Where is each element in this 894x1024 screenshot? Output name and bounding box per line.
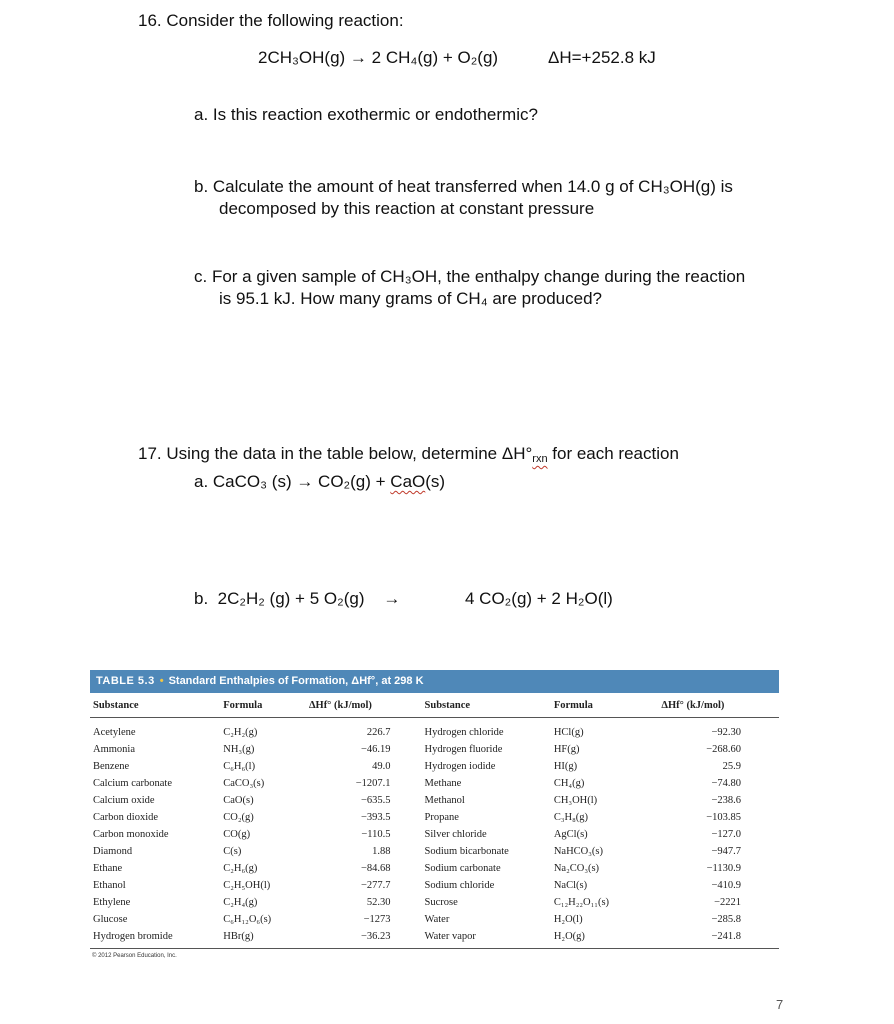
cell-formula: C₂H₅OH(l) xyxy=(223,880,271,891)
cell-enthalpy: −84.68 xyxy=(360,863,391,874)
cell-formula: C₆H₆(l) xyxy=(223,761,256,772)
cell-formula: CO(g) xyxy=(223,829,251,840)
q16-heading: 16. Consider the following reaction: xyxy=(138,11,404,30)
cell-substance: Ethanol xyxy=(93,880,126,891)
cell-formula: CH₃OH(l) xyxy=(553,795,598,806)
cell-enthalpy: −268.60 xyxy=(706,744,741,755)
cell-formula: NaHCO₃(s) xyxy=(553,846,603,857)
copyright-credit: © 2012 Pearson Education, Inc. xyxy=(92,953,177,959)
cell-substance: Sodium chloride xyxy=(424,880,495,891)
cell-formula: H₂O(l) xyxy=(553,914,583,925)
cell-substance: Silver chloride xyxy=(424,829,487,840)
cell-substance: Benzene xyxy=(93,761,130,772)
cell-substance: Hydrogen chloride xyxy=(424,727,504,738)
cell-enthalpy: −410.9 xyxy=(711,880,741,891)
table-row xyxy=(90,826,779,843)
cell-formula: HCl(g) xyxy=(553,727,584,738)
cell-formula: HF(g) xyxy=(553,744,580,755)
q16-part-b-line2: decomposed by this reaction at constant pressure xyxy=(219,199,595,218)
q17-heading xyxy=(138,444,679,464)
header-formula-1: Formula xyxy=(223,693,309,718)
cell-substance: Hydrogen fluoride xyxy=(424,744,503,755)
table-row xyxy=(90,792,779,809)
cell-substance: Water xyxy=(424,914,450,925)
header-enthalpy-1: ΔHf° (kJ/mol) xyxy=(309,693,421,718)
q17-heading-subscript: rxn xyxy=(532,453,548,465)
cell-formula: C₃H₈(g) xyxy=(553,812,588,823)
cell-formula: NH₃(g) xyxy=(223,744,255,755)
cell-substance: Acetylene xyxy=(93,727,136,738)
q17-part-a-tail: (s) xyxy=(425,472,446,491)
cell-substance: Calcium oxide xyxy=(93,795,155,806)
q17-part-b-right: 4 CO₂(g) + 2 H₂O(l) xyxy=(465,589,613,608)
cell-formula: C₁₂H₂₂O₁₁(s) xyxy=(553,897,610,908)
enthalpy-table xyxy=(90,670,779,949)
cell-substance: Ethylene xyxy=(93,897,131,908)
cell-formula: C₆H₁₂O₆(s) xyxy=(223,914,272,925)
cell-enthalpy: −36.23 xyxy=(309,928,421,949)
cell-substance: Carbon monoxide xyxy=(93,829,169,840)
table-row xyxy=(90,877,779,894)
table-row xyxy=(90,928,779,949)
cell-enthalpy: −238.6 xyxy=(711,795,741,806)
q17-heading-tail: for each reaction xyxy=(547,444,679,463)
table-row xyxy=(90,911,779,928)
table-row xyxy=(90,809,779,826)
cell-enthalpy: 25.9 xyxy=(722,761,741,772)
cell-enthalpy: −46.19 xyxy=(360,744,391,755)
cell-formula: C₂H₄(g) xyxy=(223,897,258,908)
cell-formula: AgCl(s) xyxy=(553,829,588,840)
table-header-row xyxy=(90,693,779,718)
q17-heading-text: 17. Using the data in the table below, determine ΔH° xyxy=(138,444,533,463)
table-title: Standard Enthalpies of Formation, ΔHf°, at 298 K xyxy=(168,675,424,687)
table-row xyxy=(90,741,779,758)
q17-part-a-cao: CaO xyxy=(390,472,426,491)
cell-enthalpy: −92.30 xyxy=(711,727,741,738)
cell-substance: Ethane xyxy=(93,863,123,874)
cell-enthalpy: −393.5 xyxy=(360,812,391,823)
cell-enthalpy: 52.30 xyxy=(366,897,391,908)
cell-enthalpy: −1130.9 xyxy=(706,863,741,874)
enthalpy-data-table xyxy=(90,692,779,949)
cell-substance: Hydrogen iodide xyxy=(424,761,496,772)
cell-enthalpy: −947.7 xyxy=(711,846,741,857)
cell-substance: Methanol xyxy=(424,795,465,806)
cell-substance: Sucrose xyxy=(424,897,458,908)
q16-reaction: 2CH₃OH(g) → 2 CH₄(g) + O₂(g) xyxy=(258,48,499,67)
cell-substance: Hydrogen bromide xyxy=(90,928,223,949)
bullet-dot-icon: • xyxy=(159,675,164,687)
cell-formula: C₂H₂(g) xyxy=(223,727,258,738)
table-row xyxy=(90,758,779,775)
header-enthalpy-2: ΔHf° (kJ/mol) xyxy=(661,693,779,718)
cell-substance: Water vapor xyxy=(421,928,554,949)
cell-enthalpy: −285.8 xyxy=(711,914,741,925)
cell-enthalpy: −277.7 xyxy=(360,880,391,891)
cell-substance: Carbon dioxide xyxy=(93,812,159,823)
q16-part-a: a. Is this reaction exothermic or endothermic? xyxy=(194,105,538,124)
cell-substance: Calcium carbonate xyxy=(93,778,173,789)
cell-formula: H₂O(g) xyxy=(554,928,662,949)
cell-substance: Sodium carbonate xyxy=(424,863,501,874)
q17-part-a xyxy=(194,472,445,492)
header-formula-2: Formula xyxy=(554,693,662,718)
cell-formula: HI(g) xyxy=(553,761,578,772)
cell-enthalpy: 226.7 xyxy=(366,727,391,738)
cell-enthalpy: −103.85 xyxy=(706,812,741,823)
cell-formula: C₂H₆(g) xyxy=(223,863,258,874)
cell-formula: CaCO₃(s) xyxy=(223,778,265,789)
q16-part-b-line1: b. Calculate the amount of heat transferred when 14.0 g of CH₃OH(g) is xyxy=(194,177,733,196)
cell-enthalpy: 1.88 xyxy=(372,846,391,857)
table-row xyxy=(90,843,779,860)
table-title-bar xyxy=(90,670,779,692)
table-row xyxy=(90,894,779,911)
q17-part-a-text: a. CaCO₃ (s) → CO₂(g) + xyxy=(194,472,391,491)
table-row xyxy=(90,775,779,792)
cell-substance: Sodium bicarbonate xyxy=(424,846,509,857)
cell-enthalpy: −110.5 xyxy=(361,829,391,840)
cell-formula: CaO(s) xyxy=(223,795,254,806)
q16-part-c xyxy=(194,266,745,310)
cell-substance: Diamond xyxy=(93,846,133,857)
cell-substance: Methane xyxy=(424,778,462,789)
cell-formula: HBr(g) xyxy=(223,928,309,949)
cell-enthalpy: −1207.1 xyxy=(355,778,391,789)
cell-enthalpy: −127.0 xyxy=(711,829,741,840)
cell-enthalpy: −241.8 xyxy=(661,928,779,949)
cell-enthalpy: 49.0 xyxy=(372,761,391,772)
q16-part-c-line2: is 95.1 kJ. How many grams of CH₄ are produced? xyxy=(219,289,602,308)
table-row xyxy=(90,718,779,742)
cell-formula: Na₂CO₃(s) xyxy=(553,863,600,874)
q17-part-b-left: b. 2C₂H₂ (g) + 5 O₂(g) → xyxy=(194,589,401,608)
header-substance-1: Substance xyxy=(90,693,223,718)
q16-part-c-line1: c. For a given sample of CH₃OH, the enthalpy change during the reaction xyxy=(194,267,746,286)
cell-formula: C(s) xyxy=(223,846,242,857)
cell-enthalpy: −2221 xyxy=(714,897,741,908)
q16-part-b xyxy=(194,176,733,220)
q16-delta-h: ΔH=+252.8 kJ xyxy=(548,48,656,67)
table-row xyxy=(90,860,779,877)
cell-substance: Glucose xyxy=(93,914,128,925)
cell-substance: Ammonia xyxy=(93,744,135,755)
page-number: 7 xyxy=(776,997,784,1012)
table-number: TABLE 5.3 xyxy=(96,675,155,687)
cell-enthalpy: −74.80 xyxy=(711,778,741,789)
cell-enthalpy: −1273 xyxy=(363,914,391,925)
header-substance-2: Substance xyxy=(421,693,554,718)
cell-formula: CO₂(g) xyxy=(223,812,254,823)
cell-formula: CH₄(g) xyxy=(553,778,585,789)
cell-formula: NaCl(s) xyxy=(553,880,588,891)
cell-enthalpy: −635.5 xyxy=(360,795,391,806)
cell-substance: Propane xyxy=(424,812,459,823)
